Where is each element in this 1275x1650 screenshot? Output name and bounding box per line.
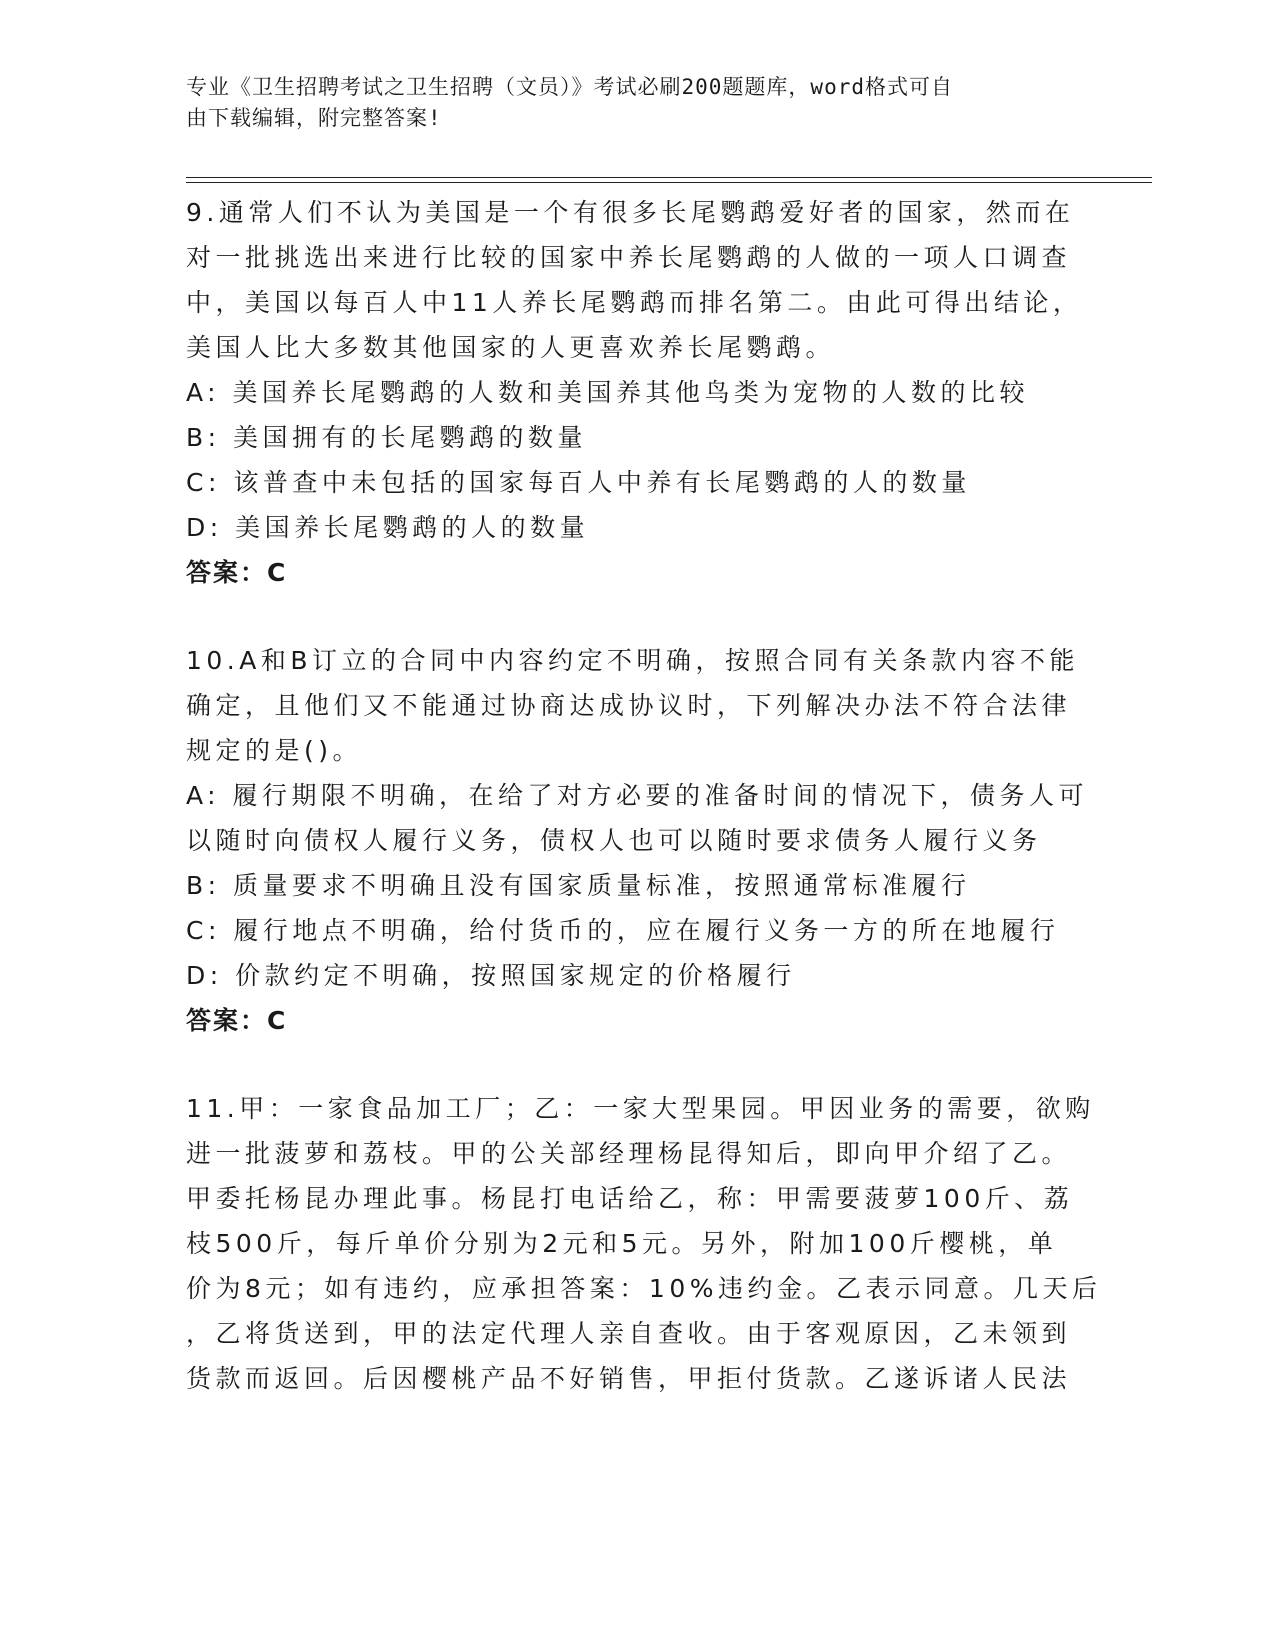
header-line-2: 由下载编辑，附完整答案!	[186, 106, 442, 130]
header-line-1: 专业《卫生招聘考试之卫生招聘（文员）》考试必刷200题题库，word格式可自	[186, 75, 953, 99]
document-header	[186, 72, 1066, 134]
option-b: B: 美国拥有的长尾鹦鹉的数量	[186, 423, 588, 452]
stem-line: 确定，且他们又不能通过协商达成协议时，下列解决办法不符合法律	[186, 691, 1072, 720]
stem-line: 进一批菠萝和荔枝。甲的公关部经理杨昆得知后，即向甲介绍了乙。	[186, 1139, 1072, 1168]
option-a-continued: 以随时向债权人履行义务，债权人也可以随时要求债务人履行义务	[186, 826, 1042, 855]
option-a: A: 履行期限不明确，在给了对方必要的准备时间的情况下，债务人可	[186, 781, 1089, 810]
option-c: C: 该普查中未包括的国家每百人中养有长尾鹦鹉的人的数量	[186, 468, 971, 497]
header-divider-bottom	[186, 182, 1152, 183]
stem-line: 美国人比大多数其他国家的人更喜欢养长尾鹦鹉。	[186, 333, 836, 362]
option-b: B: 质量要求不明确且没有国家质量标准，按照通常标准履行	[186, 871, 971, 900]
stem-line: 枝500斤，每斤单价分别为2元和5元。另外，附加100斤樱桃，单	[186, 1229, 1058, 1258]
question-stem	[186, 1086, 1102, 1401]
question-9	[186, 190, 1086, 595]
option-d: D: 美国养长尾鹦鹉的人的数量	[186, 513, 590, 542]
stem-line: 规定的是()。	[186, 736, 363, 765]
question-stem	[186, 190, 1086, 370]
stem-line: 10.A和B订立的合同中内容约定不明确，按照合同有关条款内容不能	[186, 646, 1080, 675]
stem-line: 甲委托杨昆办理此事。杨昆打电话给乙，称：甲需要菠萝100斤、荔	[186, 1184, 1074, 1213]
question-list	[186, 190, 1102, 1401]
question-spacer	[186, 1043, 1086, 1086]
question-stem	[186, 638, 1086, 773]
option-a: A: 美国养长尾鹦鹉的人数和美国养其他鸟类为宠物的人数的比较	[186, 378, 1030, 407]
answer-text: 答案：C	[186, 1006, 288, 1035]
question-spacer	[186, 595, 1086, 638]
stem-line: ，乙将货送到，甲的法定代理人亲自查收。由于客观原因，乙未领到	[186, 1319, 1072, 1348]
option-c: C: 履行地点不明确，给付货币的，应在履行义务一方的所在地履行	[186, 916, 1060, 945]
header-divider-top	[186, 177, 1152, 178]
answer-text: 答案：C	[186, 558, 288, 587]
stem-line: 价为8元；如有违约，应承担答案：10%违约金。乙表示同意。几天后	[186, 1274, 1102, 1303]
stem-line: 中，美国以每百人中11人养长尾鹦鹉而排名第二。由此可得出结论，	[186, 288, 1083, 317]
stem-line: 9.通常人们不认为美国是一个有很多长尾鹦鹉爱好者的国家，然而在	[186, 198, 1075, 227]
stem-line: 货款而返回。后因樱桃产品不好销售，甲拒付货款。乙遂诉诸人民法	[186, 1364, 1072, 1393]
question-11	[186, 1086, 1102, 1401]
stem-line: 11.甲：一家食品加工厂；乙：一家大型果园。甲因业务的需要，欲购	[186, 1094, 1095, 1123]
question-10	[186, 638, 1089, 1043]
stem-line: 对一批挑选出来进行比较的国家中养长尾鹦鹉的人做的一项人口调查	[186, 243, 1072, 272]
option-d: D: 价款约定不明确，按照国家规定的价格履行	[186, 961, 796, 990]
